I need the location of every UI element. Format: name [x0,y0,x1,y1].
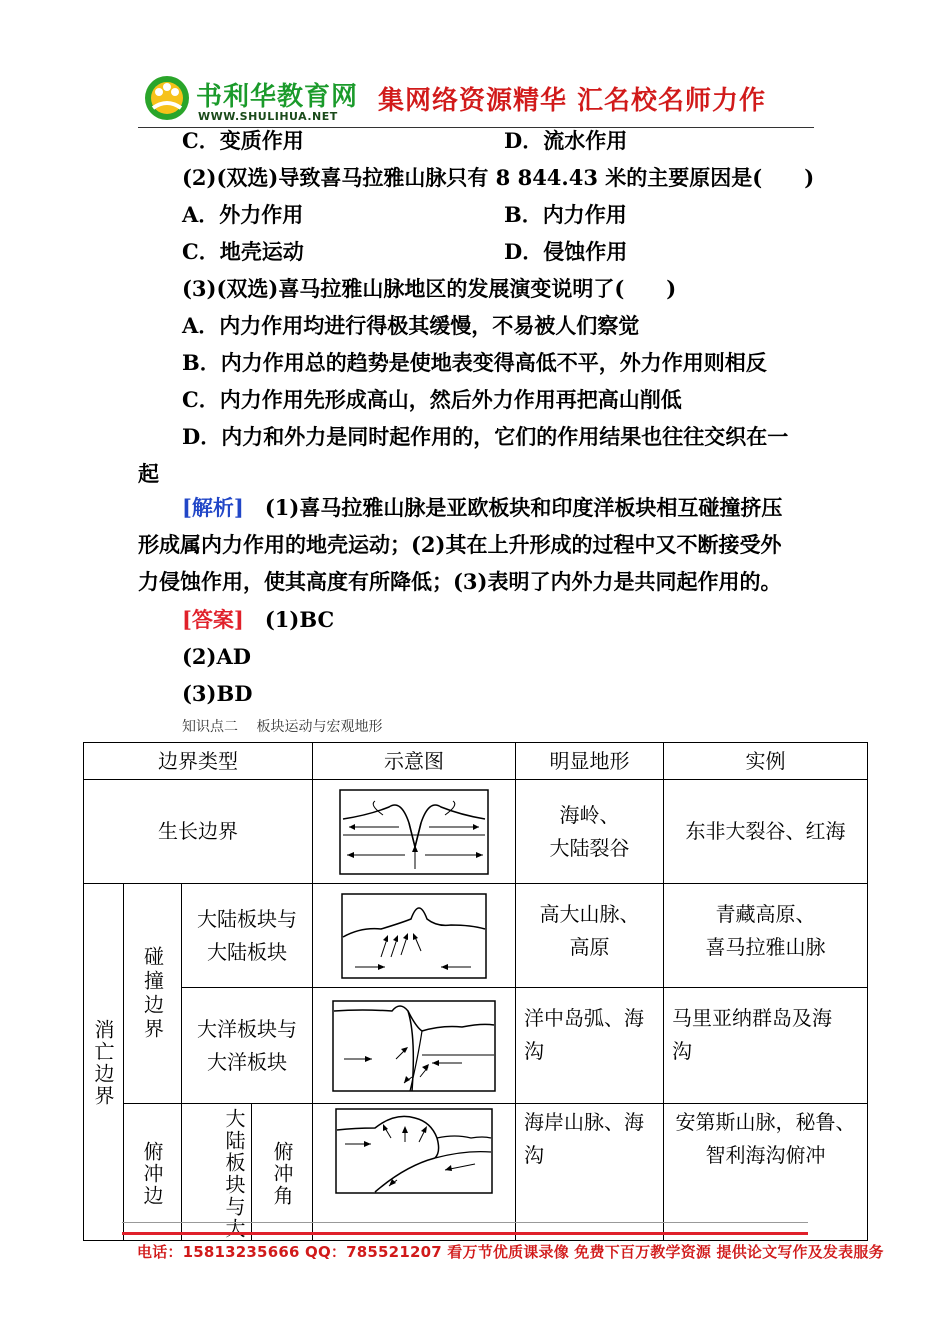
footer-rule-red [122,1232,808,1235]
cc-diagram-cell [313,884,516,988]
analysis-line-3: 力侵蚀作用，使其高度有所降低；(3)表明了内外力是共同起作用的。 [138,569,782,594]
growth-boundary-label: 生长边界 [84,780,313,884]
q3-option-d: D．内力和外力是同时起作用的，它们的作用结果也往往交织在一 [182,424,789,449]
analysis-text-1: (1)喜马拉雅山脉是亚欧板块和印度洋板块相互碰撞挤压 [264,495,783,520]
answer-2: (2)AD [182,644,251,669]
growth-example: 东非大裂谷、红海 [664,780,868,884]
header-example: 实例 [664,743,868,780]
collision-boundary-label: 碰撞边界 [124,884,182,1104]
answer-1: (1)BC [264,607,335,632]
cc-type: 大陆板块与 大陆板块 [182,884,313,988]
table-row [84,988,868,1104]
q2-option-c: C．地壳运动 [182,239,304,264]
table-row [84,1104,868,1241]
brand-url: WWW.SHULIHUA.NET [198,110,338,123]
answer-tag: [答案] [182,607,244,632]
q2-option-a: A．外力作用 [182,202,304,227]
answer-line-1 [182,605,334,635]
cc-landform: 高大山脉、 高原 [516,884,664,988]
oceanic-collision-diagram [332,997,496,1095]
q2-stem: (2)(双选)导致喜马拉雅山脉只有 8 844.43 米的主要原因是( ) [182,165,815,190]
subduction-boundary-diagram [335,1108,493,1194]
divergent-boundary-diagram [339,789,489,875]
answer-3: (3)BD [182,681,253,706]
oo-diagram-cell [313,988,516,1104]
header-slogan: 集网络资源精华 汇名校名师力作 [378,86,767,116]
q1-option-d: D．流水作用 [504,128,628,153]
table-row [84,780,868,884]
subduction-diagram-cell [313,1104,516,1241]
q2-option-d: D．侵蚀作用 [504,239,628,264]
q3-option-b: B．内力作用总的趋势是使地表变得高低不平，外力作用则相反 [182,350,767,375]
footer-rule [122,1222,808,1223]
q3-option-a: A．内力作用均进行得极其缓慢，不易被人们察觉 [182,313,640,338]
header-landform: 明显地形 [516,743,664,780]
oo-example: 马里亚纳群岛及海 沟 [664,988,868,1104]
subduction-type: 大陆板块与大 [182,1104,252,1241]
brand-name: 书利华教育网 [196,82,359,112]
table-row [84,884,868,988]
section-label: 知识点二 板块运动与宏观地形 [182,719,383,735]
header-boundary-type: 边界类型 [84,743,313,780]
q1-option-c: C．变质作用 [182,128,304,153]
vanishing-boundary-label: 消亡边界 [84,884,124,1241]
q3-option-d-cont: 起 [138,461,159,486]
subduction-landform: 海岸山脉、海 沟 [516,1104,664,1241]
subduction-angle: 俯冲角 [252,1104,313,1241]
cc-example: 青藏高原、 喜马拉雅山脉 [664,884,868,988]
growth-diagram-cell [313,780,516,884]
analysis-line-1 [182,493,782,523]
q2-option-b: B．内力作用 [504,202,627,227]
growth-landform: 海岭、 大陆裂谷 [516,780,664,884]
analysis-line-2: 形成属内力作用的地壳运动；(2)其在上升形成的过程中又不断接受外 [138,532,782,557]
subduction-example: 安第斯山脉，秘鲁、 智利海沟俯冲 [664,1104,868,1241]
header-diagram: 示意图 [313,743,516,780]
boundary-table [83,742,868,1241]
q3-stem: (3)(双选)喜马拉雅山脉地区的发展演变说明了( ) [182,276,677,301]
oo-type: 大洋板块与 大洋板块 [182,988,313,1104]
footer-contact: 电话：15813235666 QQ：785521207 看万节优质课录像 免费下百万教学资源 提供论文写作及发表服务 [137,1243,884,1261]
subduction-boundary-label: 俯冲边 [124,1104,182,1241]
q3-option-c: C．内力作用先形成高山，然后外力作用再把高山削低 [182,387,682,412]
continental-collision-diagram [341,893,487,979]
oo-landform: 洋中岛弧、海 沟 [516,988,664,1104]
analysis-tag: [解析] [182,495,244,520]
